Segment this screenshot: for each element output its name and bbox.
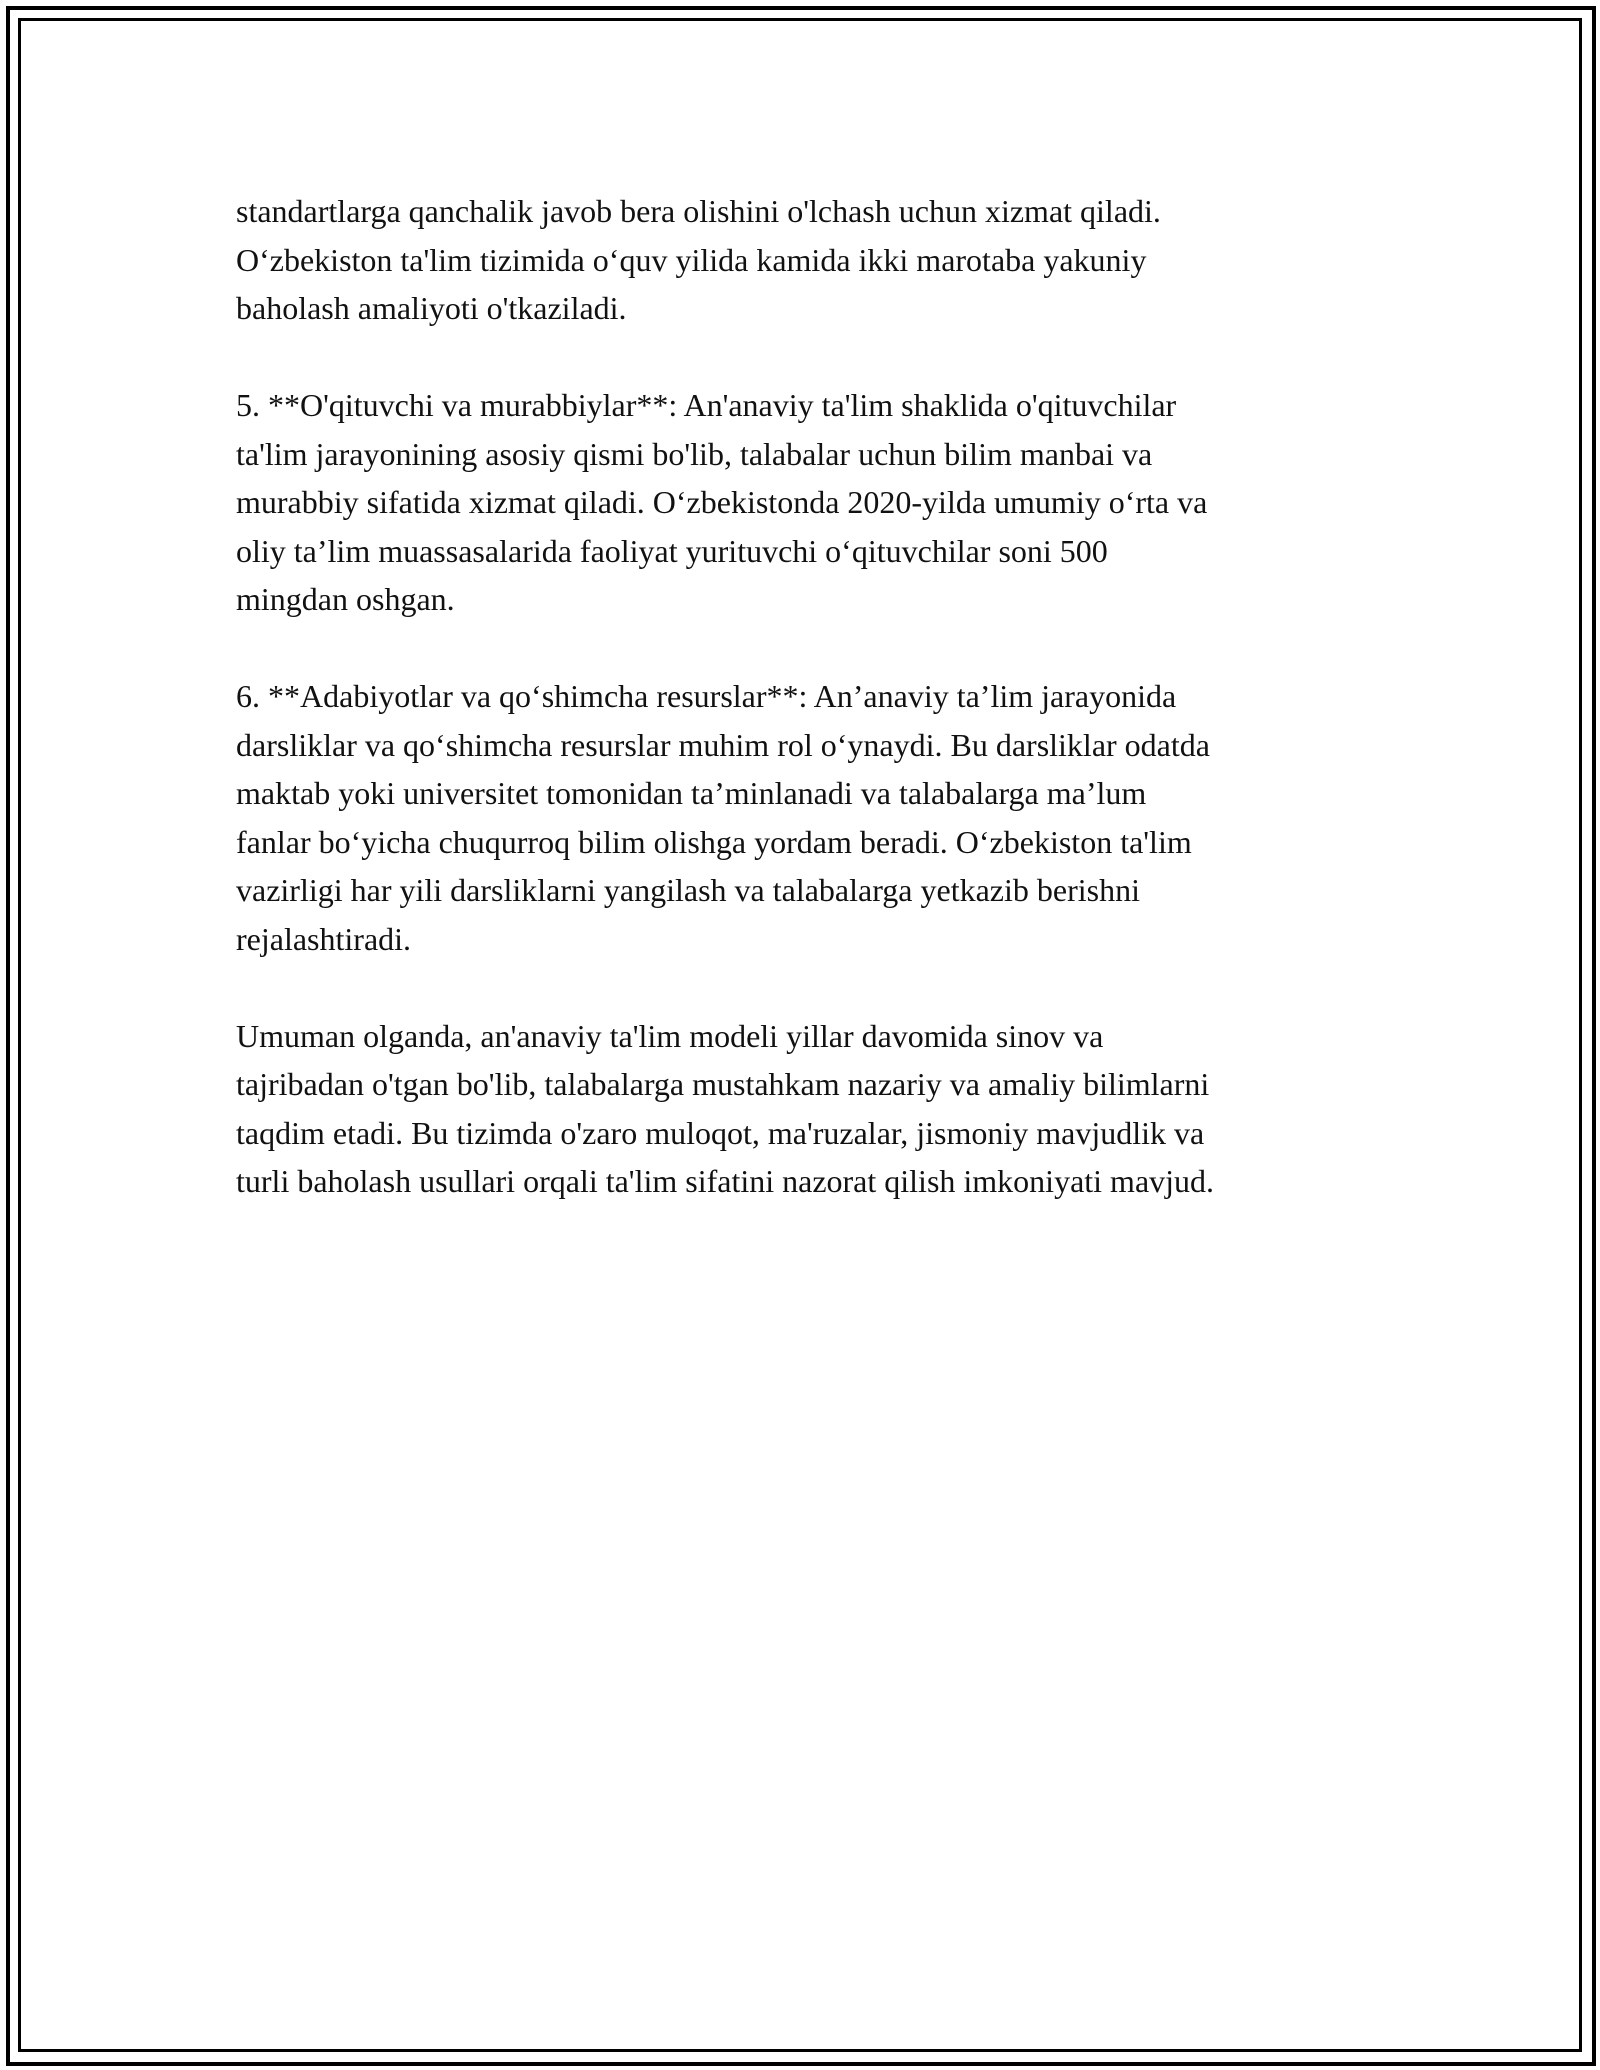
paragraph-assessment-continuation: standartlarga qanchalik javob bera olishini o'lchash uchun xizmat qiladi. O‘zbekiston ta'lim tizimida o‘quv yilida kamida ikki marotaba yakuniy baholash amaliyoti o'tkaziladi. <box>236 193 1161 326</box>
document-body <box>236 187 1376 1206</box>
paragraph-conclusion: Umuman olganda, an'anaviy ta'lim modeli yillar davomida sinov va tajribadan o'tgan bo'lib, talabalarga mustahkam nazariy va amaliy bilimlarni taqdim etadi. Bu tizimda o'zaro muloqot, ma'ruzalar, jismoniy mavjudlik va turli baholash usullari orqali ta'lim sifatini nazorat qilish imkoniyati mavjud. <box>236 1017 1215 1199</box>
paragraph-teachers-and-mentors: 5. **O'qituvchi va murabbiylar**: An'anaviy ta'lim shaklida o'qituvchilar ta'lim jarayonining asosiy qismi bo'lib, talabalar uchun bilim manbai va murabbiy sifatida xizmat qiladi. O‘zbekistonda 2020-yilda umumiy o‘rta va oliy ta’lim muassasalarida faoliyat yurituvchi o‘qituvchilar soni 500 mingdan oshgan. <box>236 387 1208 617</box>
paragraph-literature-and-resources: 6. **Adabiyotlar va qo‘shimcha resurslar**: An’anaviy ta’lim jarayonida darsliklar va qo‘shimcha resurslar muhim rol o‘ynaydi. Bu darsliklar odatda maktab yoki universitet tomonidan ta’minlanadi va talabalarga ma’lum fanlar bo‘yicha chuqurroq bilim olishga yordam beradi. O‘zbekiston ta'lim vazirligi har yili darsliklarni yangilash va talabalarga yetkazib berishni rejalashtiradi. <box>236 678 1210 957</box>
